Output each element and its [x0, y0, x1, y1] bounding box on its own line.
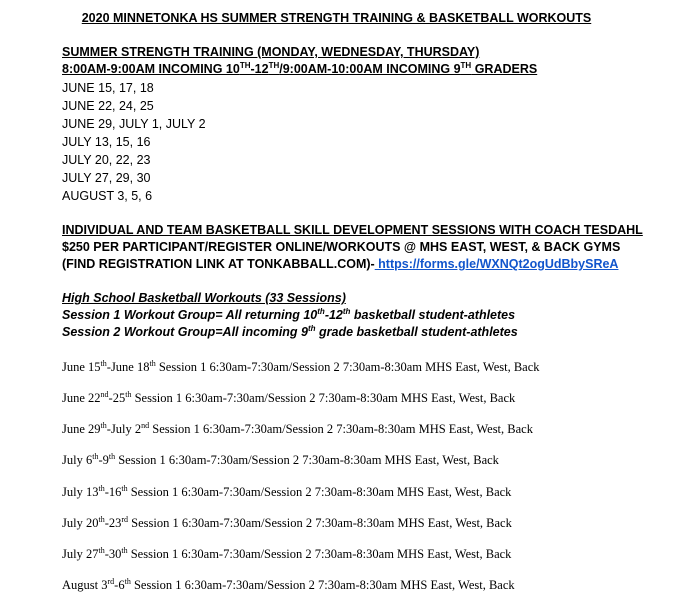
document-title: 2020 MINNETONKA HS SUMMER STRENGTH TRAINING & BASKETBALL WORKOUTS [81, 11, 592, 25]
strength-times-part: /9:00AM-10:00AM INCOMING 9 [279, 62, 461, 76]
skill-registration [62, 256, 618, 272]
schedule-sup: th [98, 545, 105, 555]
session1-sup: th [342, 306, 351, 316]
strength-times-part: 8:00AM-9:00AM INCOMING 10 [62, 62, 240, 76]
session2-sup: th [307, 323, 316, 333]
schedule-details: Session 1 6:30am-7:30am/Session 2 7:30am-8:30am MHS East, West, Back [127, 485, 512, 499]
schedule-start: July 27 [62, 547, 99, 561]
schedule-sup: th [98, 514, 105, 524]
schedule-sup: rd [107, 576, 115, 586]
schedule-row [62, 390, 515, 406]
strength-times [62, 61, 537, 77]
strength-times-sup: TH [239, 60, 251, 70]
skill-heading: INDIVIDUAL AND TEAM BASKETBALL SKILL DEVELOPMENT SESSIONS WITH COACH TESDAHL [62, 223, 643, 237]
session1-sup: th [317, 306, 325, 316]
strength-date: JUNE 15, 17, 18 [62, 81, 154, 95]
skill-price: $250 PER PARTICIPANT/REGISTER ONLINE/WORKOUTS @ MHS EAST, WEST, & BACK GYMS [62, 240, 621, 254]
session1-part: basketball student-athletes [350, 308, 516, 322]
schedule-sup: th [149, 358, 156, 368]
strength-heading: SUMMER STRENGTH TRAINING (MONDAY, WEDNESDAY, THURSDAY) [62, 45, 480, 59]
schedule-sup: nd [141, 420, 150, 430]
strength-date: JULY 27, 29, 30 [62, 171, 151, 185]
schedule-start: July 6 [62, 453, 93, 467]
hs-heading: High School Basketball Workouts (33 Sessions) [62, 291, 346, 305]
strength-date: JULY 20, 22, 23 [62, 153, 151, 167]
strength-times-part: GRADERS [471, 62, 538, 76]
schedule-row [62, 515, 512, 531]
schedule-end: -June 18 [106, 360, 150, 374]
strength-date: JUNE 22, 24, 25 [62, 99, 154, 113]
schedule-row [62, 452, 499, 468]
registration-link[interactable]: https://forms.gle/WXNQt2ogUdBbySReA [374, 257, 619, 271]
schedule-sup: th [125, 389, 132, 399]
schedule-details: Session 1 6:30am-7:30am/Session 2 7:30am-8:30am MHS East, West, Back [128, 516, 512, 530]
session2-part: grade basketball student-athletes [315, 325, 518, 339]
session1-part: -12 [324, 308, 343, 322]
schedule-row [62, 546, 511, 562]
schedule-row [62, 359, 540, 375]
registration-text: (FIND REGISTRATION LINK AT TONKABBALL.COM)- [62, 257, 375, 271]
schedule-end: -30 [104, 547, 122, 561]
schedule-start: July 13 [62, 485, 99, 499]
schedule-sup: th [121, 545, 128, 555]
schedule-row [62, 484, 511, 500]
schedule-sup: th [100, 358, 107, 368]
schedule-row [62, 421, 533, 437]
schedule-start: August 3 [62, 578, 108, 592]
strength-times-sup: TH [268, 60, 280, 70]
schedule-start: June 29 [62, 422, 101, 436]
schedule-start: June 15 [62, 360, 101, 374]
schedule-end: -July 2 [106, 422, 142, 436]
schedule-end: -23 [104, 516, 122, 530]
strength-date: JUNE 29, JULY 1, JULY 2 [62, 117, 206, 131]
strength-times-sup: TH [460, 60, 472, 70]
session1-part: Session 1 Workout Group= All returning 10 [62, 308, 318, 322]
schedule-sup: nd [100, 389, 109, 399]
schedule-details: Session 1 6:30am-7:30am/Session 2 7:30am-8:30am MHS East, West, Back [130, 578, 515, 592]
schedule-end: -16 [104, 485, 122, 499]
strength-date: AUGUST 3, 5, 6 [62, 189, 153, 203]
session2-part: Session 2 Workout Group=All incoming 9 [62, 325, 308, 339]
schedule-details: Session 1 6:30am-7:30am/Session 2 7:30am-8:30am MHS East, West, Back [155, 360, 540, 374]
schedule-sup: th [121, 483, 128, 493]
schedule-sup: th [92, 451, 99, 461]
schedule-start: June 22 [62, 391, 101, 405]
schedule-start: July 20 [62, 516, 99, 530]
schedule-details: Session 1 6:30am-7:30am/Session 2 7:30am-8:30am MHS East, West, Back [149, 422, 533, 436]
session1-group [62, 307, 515, 323]
schedule-row [62, 577, 515, 593]
schedule-sup: th [124, 576, 131, 586]
schedule-end: -25 [108, 391, 126, 405]
schedule-end: -6 [114, 578, 125, 592]
strength-times-part: -12 [250, 62, 269, 76]
schedule-details: Session 1 6:30am-7:30am/Session 2 7:30am-8:30am MHS East, West, Back [115, 453, 499, 467]
schedule-end: -9 [98, 453, 109, 467]
session2-group [62, 324, 518, 340]
schedule-details: Session 1 6:30am-7:30am/Session 2 7:30am-8:30am MHS East, West, Back [127, 547, 512, 561]
schedule-sup: th [100, 420, 107, 430]
strength-date: JULY 13, 15, 16 [62, 135, 151, 149]
schedule-sup: th [108, 451, 116, 461]
schedule-sup: rd [121, 514, 129, 524]
schedule-sup: th [98, 483, 105, 493]
schedule-details: Session 1 6:30am-7:30am/Session 2 7:30am-8:30am MHS East, West, Back [131, 391, 516, 405]
